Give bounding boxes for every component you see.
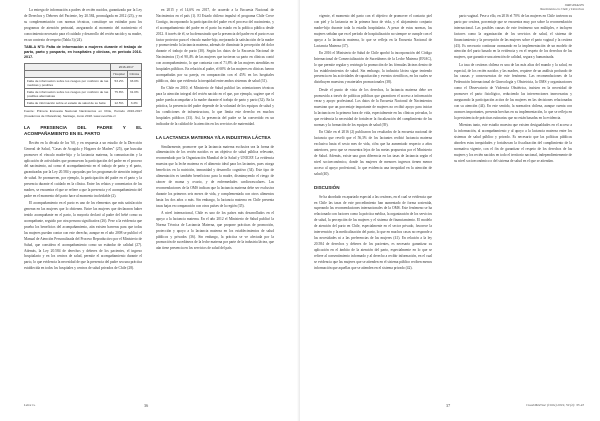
left-page-column-1	[24, 8, 142, 274]
section-text	[24, 141, 142, 272]
paragraph: La tasa de cesáreas chilena es una de las más altas del mundo y la salud, en especial, de los recién nacidos y las madres, requiere de un análisis profundo de las causas y consecuencias de este fenómeno. Las recomendaciones de la Federación Internacional de Ginecología y Obstetricia, la OMS y organizaciones como el Observatorio de Violencia Obstétrica, insisten en la necesidad de promover el parto fisiológico, reduciendo las intervenciones innecesarias y asegurando la participación activa de las mujeres en las decisiones relacionadas con su atención (44). En este sentido, la normativa chilena, aunque cuenta con avances importantes, presenta brechas en su implementación, lo que se refleja en la persistencia de prácticas rutinarias que no están basadas en la evidencia.	[454, 62, 572, 120]
paragraph: Recién en la década de los '60, y en respuesta a un estudio de la Dirección General de Salud, "Casas de Acogida y Hogares de Madres" (25), que buscaba promover el vínculo madre-hijo y la lactancia materna, la comunicación y la aplicación de actividades que promuevan la participación del padre en el proceso del nacimiento, así como el acompañamiento en el trabajo de parto y el parto, garantizadas por la Ley 20.584 y apoyadas por los programas de atención integral de salud. Se promueven, por ejemplo, la participación del padre en el parto y la presencia durante el cuidado en la clínica. Entre los relatos y comentarios de las madres, se encuentra el que se refiere a que la presencia y el acompañamiento del padre en el momento del parto hace al momento inolvidable (2).	[24, 140, 142, 198]
section-heading-lactancia: LA LACTANCIA MATERNA Y/LA INDUSTRIA LÁCTEA	[156, 134, 271, 140]
paragraph: parto vaginal. Pese a ello, en 2016 el 70% de las mujeres en Chile tuvieron su parto por cesárea, porcentaje que se encuentra muy por sobre la recomendación internacional. Las posibles causas de este fenómeno son múltiples, e incluyen factores como la organización de los servicios de salud, el sistema de financiamiento y la percepción de las mujeres sobre el parto vaginal y la cesárea (43). Es necesario continuar avanzando en la implementación de un modelo de atención del parto basado en la evidencia y en el respeto de los derechos de las mujeres, que garantice una atención de calidad, segura y humanizada.	[454, 14, 572, 60]
table-title: TABLA Nº3: Falta de información a mujeres durante el trabajo de parto, parto y posparto, en hospitales y clínicas, en periodo 2016-2017.	[24, 45, 142, 60]
body-text	[156, 8, 274, 128]
right-page-footer: Cuad Méd Soc (Chile) 2019, 59 (2): 33-43	[526, 403, 584, 407]
paragraph: Similarmente, promover que la lactancia materna exclusiva sea la forma de alimentación de los recién nacidos es un objetivo de salud pública relevante, recomendado por la Organización Mundial de la Salud y UNICEF. La evidencia muestra que la leche materna es el alimento ideal para los lactantes, pues otorga beneficios en la nutrición, inmunidad y desarrollo cognitivo (34). Este tipo de alimentación es también beneficioso para la madre, disminuyendo el riesgo de cáncer de mama y ovario, y de enfermedades cardiovasculares. Las recomendaciones de la OMS indican que la lactancia materna debe ser exclusiva durante los primeros seis meses de vida, y complementada con otros alimentos hasta los dos años o más. Sin embargo, la lactancia materna en Chile presenta tasas bajas en comparación con otros países de la región (35).	[156, 144, 274, 208]
paragraph: A nivel internacional, Chile es uno de los países más desarrollados en el apoyo a la lactancia materna. En el año 2012 el Ministerio de Salud publicó la Norma Técnica de Lactancia Materna, que propone prácticas de promoción, protección y apoyo a la lactancia materna en los establecimientos de salud públicos y privados (36). Sin embargo, la práctica se ve afectada por la promoción de sucedáneos de la leche materna por parte de la industria láctea, que aún tiene presencia en los servicios de salud del país.	[156, 210, 274, 251]
paragraph: Mientras tanto, este estudio muestra que existen desigualdades en el acceso a la información, al acompañamiento y al apoyo a la lactancia materna entre los sistemas de salud público y privado. Es necesario que las políticas públicas aborden estas inequidades y fortalezcan la fiscalización del cumplimiento de la normativa vigente, con el fin de garantizar el respeto de los derechos de las mujeres y los recién nacidos en todo el territorio nacional, independientemente de su nivel socioeconómico o del sistema de salud en el que se atiendan.	[454, 123, 572, 163]
paragraph: vigente, el momento del parto con el objetivo de promover el contacto piel con piel y la lactancia en la primera hora de vida, y el alojamiento conjunto madre-hijo durante toda la estadía hospitalaria. A pesar de estas normas, las mujeres señalan que en el período de hospitalización no siempre se cumple con el apoyo a la lactancia materna, lo que se refleja en la Encuesta Nacional de Lactancia Materna (37).	[314, 14, 432, 48]
table-period-header: 2016-2017	[111, 64, 142, 71]
running-header-section: ORIGINALES	[564, 3, 584, 7]
row-clinica-value: 3.2%	[127, 100, 141, 107]
table-row	[25, 78, 142, 89]
running-header-title: Nacimiento en Chile y Derechos	[540, 7, 584, 12]
right-page-column-1	[314, 14, 432, 273]
paragraph: La entrega de información a padres de recién nacidos, garantizada por la Ley de Derechos y Deberes del Paciente, ley 20.584, promulgada en 2012 (23), y en su complementación con normas técnicas, constituye un estándar para los programas de atención perinatal, asegurando al momento del nacimiento el conocimiento necesario para el cuidado y desarrollo del recién nacido y su madre, en un contexto de respeto (Tabla 3) (24).	[24, 8, 142, 42]
paragraph: en 2015 y el 14,6% en 2017, de acuerdo a la Encuesta Nacional de Nacimientos en el país (1). El Estado chileno impulsó el programa Chile Crece Contigo, incorporando la participación del padre en el proceso del nacimiento, y el acompañamiento del padre en el parto ha estado en la política pública desde 2012. A través de él, se ha demostrado que la presencia del padre en el parto es un factor protector para el vínculo madre-hijo, mejorando la satisfacción de la madre y promoviendo la lactancia materna, además de disminuir la percepción del dolor durante el trabajo de parto (30). Según los datos de la Encuesta Nacional de Nacimientos (1) el 90,4% de las mujeres que tuvieron su parto en clínicas contó con acompañamiento, lo que contrasta con el 71,8% de las mujeres atendidas en hospitales públicos. En relación al padre, el 60% de las mujeres en clínicas fueron acompañadas por su pareja, en comparación con el 45% en los hospitales públicos, dato que evidencia la inequidad entre ambos sistemas de salud (31).	[156, 8, 274, 83]
table-corner-cell	[25, 64, 111, 71]
table-row	[25, 89, 142, 100]
row-clinica-value: 33.0%	[127, 78, 141, 89]
running-header	[540, 3, 584, 12]
table-clinica-header: Clínica	[127, 71, 141, 78]
row-hospital-value: 75.8%	[111, 89, 127, 100]
right-page	[300, 0, 600, 421]
section-heading-padre: LA PRESENCIA DEL PADRE Y EL ACOMPAÑAMIENTO EN EL PARTO	[24, 124, 142, 136]
right-page-column-2	[454, 14, 572, 166]
paragraph: En Chile en 2010, el Ministerio de Salud publicó las orientaciones técnicas para la atención integral del recién nacido en el que, por ejemplo, sugiere que el padre pueda acompañar a la madre durante el trabajo de parto y parto (32). En la práctica, la presencia del padre depende de la voluntad de los equipos de salud y las condiciones de infraestructura, lo que limita este derecho en muchos hospitales públicos (33). Así, la presencia del padre se ha convertido en un indicador de la calidad de la atención en los servicios de maternidad.	[156, 86, 274, 126]
paragraph: Desde el punto de vista de los derechos, la lactancia materna debe ser promovida a través de políticas públicas que garanticen el acceso a información veraz y apoyo profesional. Los datos de la Encuesta Nacional de Nacimientos muestran que un porcentaje importante de mujeres no recibió apoyo para iniciar la lactancia en la primera hora de vida, especialmente en las clínicas privadas, lo que evidencia la necesidad de fortalecer la fiscalización del cumplimiento de las normas y la formación de los equipos de salud (39).	[314, 87, 432, 128]
row-hospital-value: 53.2%	[111, 78, 127, 89]
paragraph: En 2016 el Ministerio de Salud de Chile aprobó la incorporación del Código Internacional de Comercialización de Sucedáneos de la Leche Materna (ENAC), lo que permite regular y restringir la promoción de las fórmulas lácteas dentro de los establecimientos de salud. Sin embargo, la industria láctea sigue teniendo presencia en las actividades de capacitación y eventos científicos, en los cuales se distribuyen muestras y materiales promocionales (38).	[314, 50, 432, 85]
row-label: Falta de información sobre los riesgos por mofición de las medicas y posibles	[25, 78, 111, 89]
paragraph: En Chile en el 2016 (2) publicaron los resultados de la encuesta nacional de lactancia que reveló que el 56,3% de los lactantes recibió lactancia materna exclusiva hasta el sexto mes de vida, cifra que ha aumentado respecto a años anteriores, pero que se encuentra lejos de las metas propuestas por el Ministerio de Salud. Además, existe una gran diferencia en las tasas de lactancia según el nivel socioeconómico, donde las mujeres de menores ingresos tienen menor acceso al apoyo profesional, lo que evidencia una inequidad en la atención de salud (40).	[314, 130, 432, 176]
section-text	[156, 145, 274, 253]
table-row	[25, 100, 142, 107]
table-label-header	[25, 71, 111, 78]
info-table	[24, 63, 142, 107]
paragraph: El acompañamiento en el parto es uno de los elementos que más satisfacción generan en las mujeres que lo obtienen. Entre las mujeres que declararon haber tenido acompañante en el parto, la mayoría declaró al padre del bebé como su acompañante, seguido por otra persona significativa (26). Pese a la evidencia que prueba los beneficios del acompañamiento, aún existen barreras para que todas las mujeres puedan contar con este derecho, aunque en el año 2008 se publicó el Manual de Atención Personalizada del Proceso Reproductivo por el Ministerio de Salud, que considera el acompañamiento como un estándar de calidad (27). Además, la Ley 20.584 de derechos y deberes de los pacientes, el ingreso hospitalario y en los centros de salud, permite el acompañamiento durante el parto, lo que evidencia la necesidad de que la presencia del padre sea una práctica establecida en todos los hospitales y centros de salud privados de Chile (28).	[24, 201, 142, 271]
table-source: Fuente: Primera Encuesta Nacional Nacimientos en Chile, Periodo 2016-2017 (Cuadernos de Obstetricia). Santiago, Junio 2018. www.ovochile.cl	[24, 109, 142, 118]
right-page-number: 37	[446, 403, 451, 408]
body-text	[314, 14, 432, 178]
section-text	[314, 195, 432, 272]
paragraph: Se ha abordado en apartado especial a las cesáreas, en el cual se evidencia que en Chile las tasas de este procedimiento han aumentado de forma sostenida, superando las recomendaciones internacionales de la OMS. Este fenómeno se ha relacionado con factores como la práctica médica, la organización de los servicios de salud, la percepción de las mujeres y el sistema de financiamiento. El modelo de atención del parto en Chile, especialmente en el sector privado, favorece la intervención y la medicalización del parto, lo que en muchos casos no responde a las necesidades ni a las preferencias de las mujeres (41). En relación a la ley 20.584 de derechos y deberes de los pacientes, es necesario garantizar su aplicación en el ámbito de la atención del parto, especialmente en lo que se refiere al consentimiento informado y al derecho a recibir información, en el cual se evidencia que las mujeres que se atienden en el sistema público reciben menos información que aquellas que se atienden en el sistema privado (42).	[314, 194, 432, 270]
row-label: Falta de información sobre los riesgos por mofición de las posibles alternativas	[25, 89, 111, 100]
table-hospital-header: Hospital	[111, 71, 127, 78]
intro-text	[24, 8, 142, 43]
row-clinica-value: 31.0%	[127, 89, 141, 100]
row-hospital-value: 12.5%	[111, 100, 127, 107]
left-page-column-2	[156, 8, 274, 254]
left-page-footer: Letra G.	[24, 403, 36, 407]
section-heading-discusion: DISCUSIÓN	[314, 184, 340, 190]
body-text	[454, 14, 572, 164]
row-label: Falta de información sobre el estado de salud de su bebé	[25, 100, 111, 107]
left-page-number: 36	[144, 403, 149, 408]
